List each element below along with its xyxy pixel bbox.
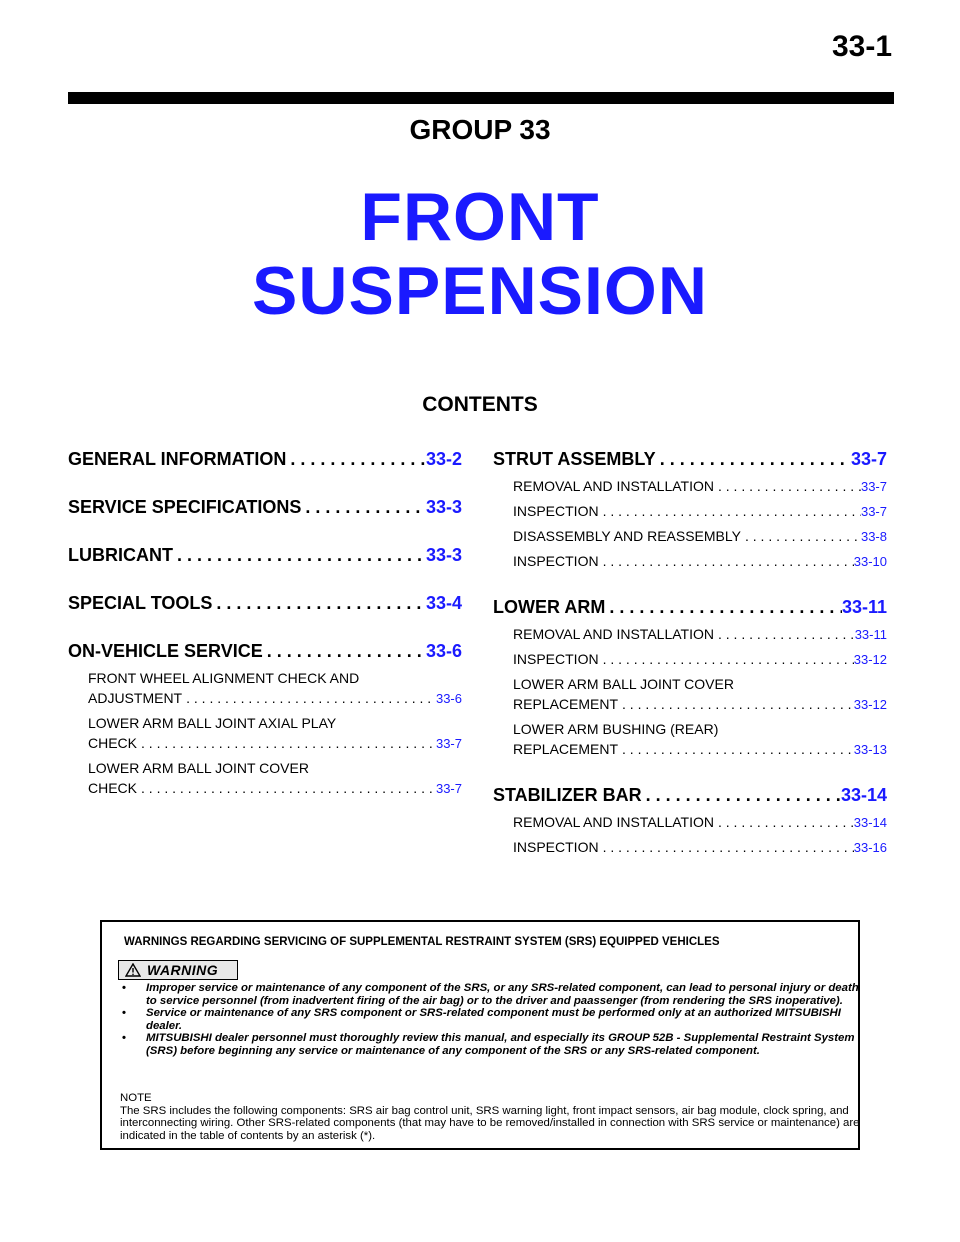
toc-subsection-title: REPLACEMENT — [513, 696, 619, 712]
warning-badge-label: WARNING — [147, 962, 219, 978]
title-line-2: SUSPENSION — [252, 253, 708, 329]
toc-subsection-title: INSPECTION — [513, 839, 599, 855]
warning-bullet-item — [118, 1032, 862, 1057]
toc-section — [68, 446, 462, 472]
toc-subsection-title-line1: LOWER ARM BALL JOINT COVER — [513, 676, 734, 692]
dot-leader — [137, 733, 436, 753]
dot-leader — [618, 694, 854, 714]
toc-left-column — [68, 446, 462, 803]
toc-subsections — [513, 624, 887, 760]
toc-section-page: 33-4 — [425, 593, 462, 613]
toc-subsection-title: REMOVAL AND INSTALLATION — [513, 814, 714, 830]
toc-subsection-title: REMOVAL AND INSTALLATION — [513, 478, 714, 494]
toc-section-title: GENERAL INFORMATION — [68, 449, 287, 469]
toc-section — [493, 446, 887, 572]
toc-subsections — [513, 476, 887, 572]
toc-right-column — [493, 446, 887, 862]
warning-bullet-item — [118, 982, 862, 1007]
warning-note — [120, 1092, 862, 1142]
page-number: 33-1 — [831, 30, 892, 63]
toc-subsection-link[interactable] — [88, 758, 462, 799]
warning-bullets — [118, 982, 862, 1057]
toc-section-link[interactable] — [493, 594, 887, 620]
toc-subsection-link[interactable] — [513, 501, 887, 522]
dot-leader — [263, 638, 426, 664]
toc-subsection-page: 33-11 — [854, 627, 887, 642]
dot-leader — [714, 812, 854, 832]
toc-subsection-row — [88, 778, 462, 799]
toc-subsection-link[interactable] — [513, 624, 887, 645]
toc-subsection-title: DISASSEMBLY AND REASSEMBLY — [513, 528, 741, 544]
toc-section-page: 33-3 — [425, 497, 462, 517]
toc-subsection-title-line1: LOWER ARM BALL JOINT COVER — [88, 760, 309, 776]
dot-leader — [137, 778, 436, 798]
warning-bullet-text: Service or maintenance of any SRS component or SRS-related component must be performed only at an authorized MITSUBISHI dealer. — [146, 1007, 841, 1032]
toc-subsection-page: 33-14 — [853, 815, 887, 830]
warning-triangle-icon — [125, 963, 141, 977]
warning-heading: WARNINGS REGARDING SERVICING OF SUPPLEMENTAL RESTRAINT SYSTEM (SRS) EQUIPPED VEHICLES — [124, 936, 720, 948]
toc-subsections — [513, 812, 887, 858]
toc-subsection-page: 33-16 — [853, 840, 887, 855]
toc-section — [68, 494, 462, 520]
toc-subsection-row — [513, 551, 887, 572]
dot-leader — [599, 649, 854, 669]
toc-subsection-row — [513, 694, 887, 715]
toc-subsection-page: 33-7 — [860, 504, 887, 519]
toc-section — [493, 594, 887, 760]
toc-section — [68, 542, 462, 568]
toc-subsection-link[interactable] — [513, 719, 887, 760]
toc-subsection-row — [513, 476, 887, 497]
toc-section-page: 33-3 — [425, 545, 462, 565]
toc-subsection-page: 33-6 — [435, 691, 462, 706]
dot-leader — [599, 551, 854, 571]
dot-leader — [656, 446, 851, 472]
dot-leader — [714, 624, 855, 644]
toc-subsection-link[interactable] — [513, 837, 887, 858]
toc-subsection-page: 33-7 — [860, 479, 887, 494]
top-rule — [68, 92, 894, 104]
toc-section-title: LUBRICANT — [68, 545, 173, 565]
dot-leader — [599, 837, 854, 857]
toc-section-link[interactable] — [68, 542, 462, 568]
toc-subsection-page: 33-13 — [853, 742, 887, 757]
dot-leader — [605, 594, 842, 620]
toc-section-link[interactable] — [493, 446, 887, 472]
dot-leader — [173, 542, 426, 568]
toc-subsection-row — [88, 688, 462, 709]
toc-subsection-row — [513, 501, 887, 522]
warning-bullet-text: Improper service or maintenance of any component of the SRS, or any SRS-related component, can lead to personal injury or death to service personnel (from inadvertent firing of the air bag) or to the driver and paassenger (from rendering the SRS inoperative). — [146, 982, 859, 1007]
toc-subsection-link[interactable] — [88, 668, 462, 709]
note-label: NOTE — [120, 1092, 152, 1104]
toc-subsection-page: 33-10 — [853, 554, 887, 569]
toc-section-page: 33-2 — [425, 449, 462, 469]
toc-section-title: LOWER ARM — [493, 597, 606, 617]
toc-subsection-title: ADJUSTMENT — [88, 690, 183, 706]
toc-section-link[interactable] — [493, 782, 887, 808]
toc-subsection-row — [513, 624, 887, 645]
toc-subsection-link[interactable] — [513, 551, 887, 572]
dot-leader — [642, 782, 841, 808]
toc-section-page: 33-11 — [841, 597, 887, 617]
dot-leader — [618, 739, 854, 759]
dot-leader — [212, 590, 426, 616]
toc-subsection-title: INSPECTION — [513, 651, 599, 667]
toc-section-title: STRUT ASSEMBLY — [493, 449, 656, 469]
toc-section-page: 33-14 — [840, 785, 887, 805]
warning-badge — [118, 960, 238, 980]
toc-section — [68, 590, 462, 616]
toc-subsection-page: 33-12 — [853, 652, 887, 667]
toc-subsection-page: 33-7 — [435, 736, 462, 751]
bullet-dot-icon: • — [122, 1007, 126, 1019]
toc-subsection-row — [513, 837, 887, 858]
toc-section-link[interactable] — [68, 446, 462, 472]
toc-subsection-link[interactable] — [513, 526, 887, 547]
toc-subsection-title: CHECK — [88, 735, 138, 751]
toc-subsection-page: 33-8 — [860, 529, 887, 544]
toc-section-title: SPECIAL TOOLS — [68, 593, 213, 613]
dot-leader — [741, 526, 861, 546]
toc-section-link[interactable] — [68, 590, 462, 616]
toc-subsection-title-line1: LOWER ARM BALL JOINT AXIAL PLAY — [88, 715, 337, 731]
warning-bullet-item — [118, 1007, 862, 1032]
toc-subsection-title: REPLACEMENT — [513, 741, 619, 757]
note-text: The SRS includes the following components: SRS air bag control unit, SRS warning light, front impact sensors, air bag module, clock spring, and interconnecting wiring. Other SRS-related components (that may have to be removed/installed in connection with SRS service or maintenance) are indicated in the table of contents by an asterisk (*). — [120, 1104, 860, 1142]
toc-subsection-link[interactable] — [513, 476, 887, 497]
toc-subsection-title: CHECK — [88, 780, 138, 796]
toc-subsection-row — [88, 733, 462, 754]
contents-heading: CONTENTS — [422, 393, 538, 416]
toc-subsection-row — [513, 526, 887, 547]
toc-subsection-link[interactable] — [513, 649, 887, 670]
dot-leader — [714, 476, 861, 496]
dot-leader — [182, 688, 436, 708]
toc-section — [68, 638, 462, 799]
toc-section-link[interactable] — [68, 494, 462, 520]
toc-subsection-link[interactable] — [513, 812, 887, 833]
toc-subsection-title: REMOVAL AND INSTALLATION — [513, 626, 714, 642]
dot-leader — [599, 501, 861, 521]
bullet-dot-icon: • — [122, 982, 126, 994]
toc-section-link[interactable] — [68, 638, 462, 664]
toc-subsection-title-line1: FRONT WHEEL ALIGNMENT CHECK AND — [88, 670, 360, 686]
toc-section-page: 33-7 — [850, 449, 887, 469]
toc-subsections — [88, 668, 462, 799]
toc-subsection-row — [513, 739, 887, 760]
toc-section-title: SERVICE SPECIFICATIONS — [68, 497, 302, 517]
group-title: GROUP 33 — [409, 114, 551, 145]
main-title — [0, 180, 960, 328]
warning-bullet-text: MITSUBISHI dealer personnel must thoroughly review this manual, and especially its GROUP 52B - Supplemental Restraint System (SRS) before beginning any service or maintenance of any component of the SRS or any SRS-related component. — [146, 1032, 855, 1057]
toc-subsection-title: INSPECTION — [513, 553, 599, 569]
toc-subsection-link[interactable] — [88, 713, 462, 754]
toc-subsection-row — [513, 649, 887, 670]
toc-subsection-page: 33-12 — [853, 697, 887, 712]
toc-section-title: STABILIZER BAR — [493, 785, 642, 805]
toc-subsection-page: 33-7 — [435, 781, 462, 796]
title-line-1: FRONT — [360, 179, 600, 255]
toc-section-title: ON-VEHICLE SERVICE — [68, 641, 263, 661]
toc-subsection-link[interactable] — [513, 674, 887, 715]
toc-subsection-title: INSPECTION — [513, 503, 599, 519]
toc-section — [493, 782, 887, 858]
toc-section-page: 33-6 — [425, 641, 462, 661]
dot-leader — [301, 494, 426, 520]
bullet-dot-icon: • — [122, 1032, 126, 1044]
toc-subsection-row — [513, 812, 887, 833]
srs-warning-box — [100, 920, 860, 1150]
toc-subsection-title-line1: LOWER ARM BUSHING (REAR) — [513, 721, 719, 737]
dot-leader — [286, 446, 426, 472]
